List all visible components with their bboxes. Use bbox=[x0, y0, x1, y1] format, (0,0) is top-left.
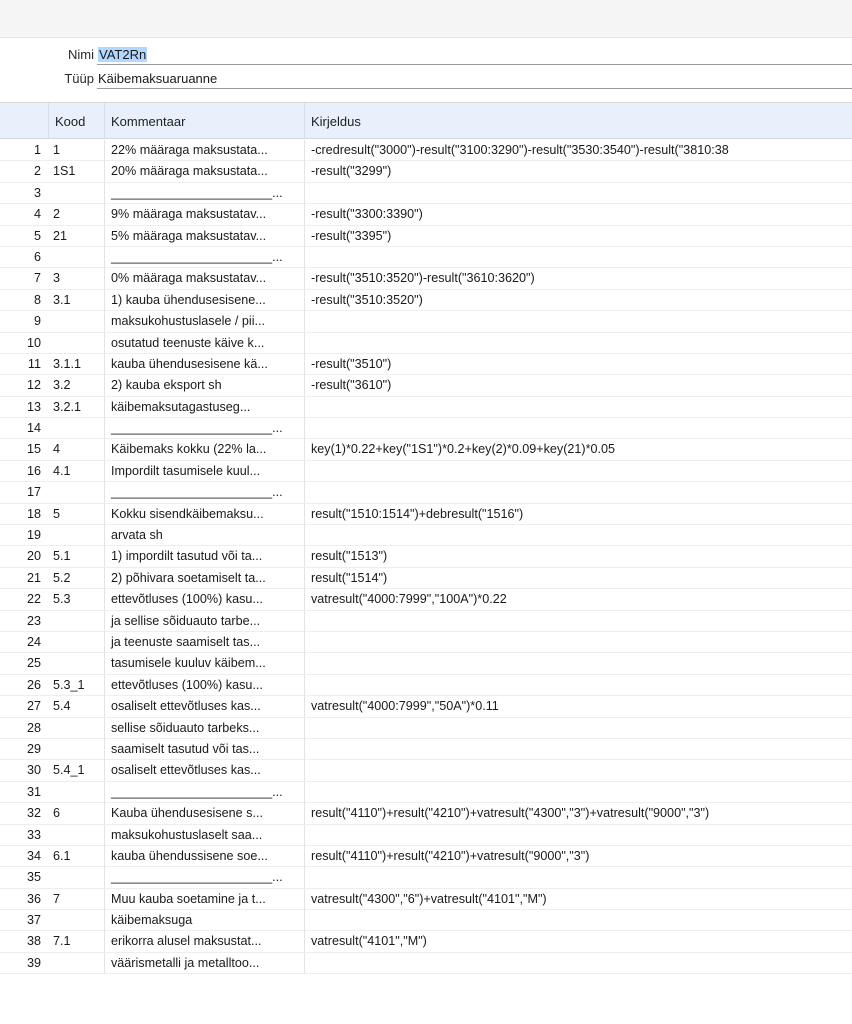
table-row[interactable] bbox=[0, 931, 852, 952]
table-row[interactable] bbox=[0, 846, 852, 867]
kommentaar-cell[interactable]: 1) impordilt tasutud või ta... bbox=[104, 546, 304, 567]
row-number[interactable]: 34 bbox=[26, 848, 41, 863]
row-number[interactable]: 15 bbox=[26, 442, 41, 457]
row-number[interactable]: 22 bbox=[26, 592, 41, 607]
table-row[interactable] bbox=[0, 183, 852, 204]
kommentaar-cell[interactable]: osaliselt ettevõtluses kas... bbox=[104, 760, 304, 781]
table-row[interactable] bbox=[0, 825, 852, 846]
row-number[interactable]: 13 bbox=[26, 399, 41, 414]
kirjeldus-cell[interactable] bbox=[304, 910, 852, 931]
kood-cell[interactable]: 3 bbox=[53, 271, 61, 286]
kommentaar-cell[interactable]: ettevõtluses (100%) kasu... bbox=[104, 675, 304, 696]
row-number[interactable]: 36 bbox=[26, 891, 41, 906]
table-row[interactable] bbox=[0, 418, 852, 439]
kirjeldus-cell[interactable]: -credresult("3000")-result("3100:3290")-result("3530:3540")-result("3810:38 bbox=[304, 140, 852, 161]
row-number[interactable]: 32 bbox=[26, 806, 41, 821]
kood-cell[interactable]: 21 bbox=[53, 228, 68, 243]
kirjeldus-cell[interactable] bbox=[304, 653, 852, 674]
kirjeldus-cell[interactable] bbox=[304, 739, 852, 760]
kommentaar-cell[interactable]: _______________________... bbox=[104, 183, 304, 204]
table-row[interactable] bbox=[0, 333, 852, 354]
header-row-number[interactable] bbox=[0, 103, 48, 139]
row-number[interactable]: 38 bbox=[26, 934, 41, 949]
name-row bbox=[0, 44, 852, 64]
kommentaar-cell[interactable]: ja sellise sõiduauto tarbe... bbox=[104, 611, 304, 632]
kood-cell[interactable] bbox=[50, 653, 102, 674]
kommentaar-cell[interactable]: arvata sh bbox=[104, 525, 304, 546]
kood-cell[interactable]: 6.1 bbox=[53, 848, 71, 863]
kood-cell[interactable] bbox=[50, 183, 102, 204]
kood-cell[interactable]: 4 bbox=[53, 442, 61, 457]
row-number[interactable]: 24 bbox=[26, 634, 41, 649]
kirjeldus-cell[interactable]: result("1513") bbox=[304, 546, 852, 567]
table-row[interactable] bbox=[0, 889, 852, 910]
kood-cell[interactable] bbox=[50, 632, 102, 653]
row-number[interactable]: 12 bbox=[26, 378, 41, 393]
kood-cell[interactable] bbox=[50, 247, 102, 268]
kommentaar-cell[interactable]: 5% määraga maksustatav... bbox=[104, 226, 304, 247]
row-number[interactable]: 17 bbox=[26, 485, 41, 500]
kommentaar-cell[interactable]: _______________________... bbox=[104, 247, 304, 268]
kommentaar-cell[interactable]: _______________________... bbox=[104, 418, 304, 439]
kommentaar-cell[interactable]: Käibemaks kokku (22% la... bbox=[104, 439, 304, 460]
row-number[interactable]: 2 bbox=[33, 164, 41, 179]
row-number[interactable]: 30 bbox=[26, 763, 41, 778]
kommentaar-cell[interactable]: _______________________... bbox=[104, 482, 304, 503]
kood-cell[interactable]: 7.1 bbox=[53, 934, 71, 949]
table-row[interactable] bbox=[0, 760, 852, 781]
kirjeldus-cell[interactable] bbox=[304, 953, 852, 974]
kommentaar-cell[interactable]: 2) kauba eksport sh bbox=[104, 375, 304, 396]
row-number[interactable]: 21 bbox=[26, 570, 41, 585]
kood-cell[interactable]: 2 bbox=[53, 207, 61, 222]
kirjeldus-cell[interactable]: -result("3299") bbox=[304, 161, 852, 182]
table-row[interactable] bbox=[0, 910, 852, 931]
table-row[interactable] bbox=[0, 653, 852, 674]
row-number[interactable]: 16 bbox=[26, 463, 41, 478]
table-row[interactable] bbox=[0, 268, 852, 289]
kirjeldus-cell[interactable] bbox=[304, 525, 852, 546]
table-row[interactable] bbox=[0, 718, 852, 739]
kirjeldus-cell[interactable] bbox=[304, 247, 852, 268]
kood-cell[interactable]: 3.2.1 bbox=[53, 399, 82, 414]
table-row[interactable] bbox=[0, 782, 852, 803]
row-number[interactable]: 19 bbox=[26, 528, 41, 543]
type-row bbox=[0, 68, 852, 88]
row-number[interactable]: 3 bbox=[33, 185, 41, 200]
kood-cell[interactable] bbox=[50, 311, 102, 332]
kommentaar-cell[interactable]: 1) kauba ühendusesisene... bbox=[104, 290, 304, 311]
kommentaar-cell[interactable]: _______________________... bbox=[104, 867, 304, 888]
kommentaar-cell[interactable]: väärismetalli ja metalltoo... bbox=[104, 953, 304, 974]
row-number[interactable]: 26 bbox=[26, 677, 41, 692]
kood-cell[interactable]: 5.4 bbox=[53, 699, 71, 714]
kirjeldus-cell[interactable]: -result("3610") bbox=[304, 375, 852, 396]
kood-cell[interactable]: 4.1 bbox=[53, 463, 71, 478]
row-number[interactable]: 5 bbox=[33, 228, 41, 243]
kood-cell[interactable] bbox=[50, 782, 102, 803]
kood-cell[interactable] bbox=[50, 910, 102, 931]
row-number[interactable]: 25 bbox=[26, 656, 41, 671]
kommentaar-cell[interactable]: Muu kauba soetamine ja t... bbox=[104, 889, 304, 910]
kood-cell[interactable]: 5.3 bbox=[53, 592, 71, 607]
table-row[interactable] bbox=[0, 867, 852, 888]
header-kirjeldus[interactable]: Kirjeldus bbox=[304, 103, 852, 139]
row-number[interactable]: 23 bbox=[26, 613, 41, 628]
table-row[interactable] bbox=[0, 247, 852, 268]
kood-cell[interactable]: 5 bbox=[53, 506, 61, 521]
kirjeldus-cell[interactable]: vatresult("4000:7999","100A")*0.22 bbox=[304, 589, 852, 610]
type-field[interactable]: Käibemaksuaruanne bbox=[97, 68, 852, 89]
kommentaar-cell[interactable]: 2) põhivara soetamiselt ta... bbox=[104, 568, 304, 589]
kirjeldus-cell[interactable]: result("1514") bbox=[304, 568, 852, 589]
table-row[interactable] bbox=[0, 589, 852, 610]
window-toolbar bbox=[0, 0, 852, 38]
kommentaar-cell[interactable]: kauba ühendusesisene kä... bbox=[104, 354, 304, 375]
kirjeldus-cell[interactable] bbox=[304, 632, 852, 653]
kood-cell[interactable]: 5.4_1 bbox=[53, 763, 85, 778]
row-number[interactable]: 7 bbox=[33, 271, 41, 286]
row-number[interactable]: 29 bbox=[26, 741, 41, 756]
kirjeldus-cell[interactable] bbox=[304, 461, 852, 482]
table-row[interactable] bbox=[0, 482, 852, 503]
kirjeldus-cell[interactable] bbox=[304, 675, 852, 696]
kommentaar-cell[interactable]: Impordilt tasumisele kuul... bbox=[104, 461, 304, 482]
kirjeldus-cell[interactable]: vatresult("4300","6")+vatresult("4101","M") bbox=[304, 889, 852, 910]
kood-cell[interactable]: 1 bbox=[53, 143, 61, 157]
table-row[interactable] bbox=[0, 439, 852, 460]
row-number[interactable]: 4 bbox=[33, 207, 41, 222]
kirjeldus-cell[interactable]: -result("3510:3520")-result("3610:3620") bbox=[304, 268, 852, 289]
kirjeldus-cell[interactable]: -result("3510") bbox=[304, 354, 852, 375]
kirjeldus-cell[interactable]: result("4110")+result("4210")+vatresult("4300","3")+vatresult("9000","3") bbox=[304, 803, 852, 824]
row-number[interactable]: 10 bbox=[26, 335, 41, 350]
name-label: Nimi bbox=[68, 47, 94, 62]
row-number[interactable]: 6 bbox=[33, 249, 41, 264]
kommentaar-cell[interactable]: 9% määraga maksustatav... bbox=[104, 204, 304, 225]
table-row[interactable] bbox=[0, 354, 852, 375]
kommentaar-cell[interactable]: Kauba ühendusesisene s... bbox=[104, 803, 304, 824]
table-row[interactable] bbox=[0, 632, 852, 653]
table-row[interactable] bbox=[0, 546, 852, 567]
kommentaar-cell[interactable]: 22% määraga maksustata... bbox=[104, 140, 304, 161]
kommentaar-cell[interactable]: erikorra alusel maksustat... bbox=[104, 931, 304, 952]
kood-cell[interactable]: 3.1 bbox=[53, 292, 71, 307]
table-row[interactable] bbox=[0, 140, 852, 161]
table-row[interactable] bbox=[0, 204, 852, 225]
table-row[interactable] bbox=[0, 290, 852, 311]
row-number[interactable]: 31 bbox=[26, 784, 41, 799]
table-row[interactable] bbox=[0, 803, 852, 824]
kommentaar-cell[interactable]: maksukohustuslaselt saa... bbox=[104, 825, 304, 846]
row-number[interactable]: 33 bbox=[26, 827, 41, 842]
row-number[interactable]: 27 bbox=[26, 699, 41, 714]
kirjeldus-cell[interactable]: -result("3510:3520") bbox=[304, 290, 852, 311]
table-row[interactable] bbox=[0, 739, 852, 760]
table-row[interactable] bbox=[0, 504, 852, 525]
kommentaar-cell[interactable]: kauba ühendussisene soe... bbox=[104, 846, 304, 867]
kommentaar-cell[interactable]: osaliselt ettevõtluses kas... bbox=[104, 696, 304, 717]
table-row[interactable] bbox=[0, 611, 852, 632]
kirjeldus-cell[interactable] bbox=[304, 311, 852, 332]
kirjeldus-cell[interactable] bbox=[304, 482, 852, 503]
kirjeldus-cell[interactable]: result("4110")+result("4210")+vatresult("9000","3") bbox=[304, 846, 852, 867]
table-header bbox=[0, 103, 852, 139]
table-row[interactable] bbox=[0, 953, 852, 974]
table-row[interactable] bbox=[0, 675, 852, 696]
kommentaar-cell[interactable]: sellise sõiduauto tarbeks... bbox=[104, 718, 304, 739]
kood-cell[interactable]: 1S1 bbox=[53, 164, 76, 179]
table-row[interactable] bbox=[0, 525, 852, 546]
kommentaar-cell[interactable]: saamiselt tasutud või tas... bbox=[104, 739, 304, 760]
kirjeldus-cell[interactable]: -result("3300:3390") bbox=[304, 204, 852, 225]
kood-cell[interactable] bbox=[50, 418, 102, 439]
row-number[interactable]: 35 bbox=[26, 870, 41, 885]
kirjeldus-cell[interactable] bbox=[304, 418, 852, 439]
kirjeldus-cell[interactable] bbox=[304, 718, 852, 739]
kirjeldus-cell[interactable] bbox=[304, 333, 852, 354]
kood-cell[interactable] bbox=[50, 333, 102, 354]
table-row[interactable] bbox=[0, 161, 852, 182]
kommentaar-cell[interactable]: tasumisele kuuluv käibem... bbox=[104, 653, 304, 674]
header-kommentaar[interactable]: Kommentaar bbox=[104, 103, 304, 139]
type-label: Tüüp bbox=[64, 71, 94, 86]
row-number[interactable]: 14 bbox=[26, 421, 41, 436]
table-row[interactable] bbox=[0, 696, 852, 717]
kommentaar-cell[interactable]: 0% määraga maksustatav... bbox=[104, 268, 304, 289]
table-row[interactable] bbox=[0, 226, 852, 247]
row-number[interactable]: 28 bbox=[26, 720, 41, 735]
kirjeldus-cell[interactable]: vatresult("4000:7999","50A")*0.11 bbox=[304, 696, 852, 717]
kood-cell[interactable] bbox=[50, 718, 102, 739]
name-field-value[interactable]: VAT2Rn bbox=[99, 47, 147, 62]
kirjeldus-cell[interactable] bbox=[304, 760, 852, 781]
row-number[interactable]: 9 bbox=[33, 314, 41, 329]
kood-cell[interactable] bbox=[50, 611, 102, 632]
kood-cell[interactable]: 3.2 bbox=[53, 378, 71, 393]
table-row[interactable] bbox=[0, 375, 852, 396]
row-number[interactable]: 20 bbox=[26, 549, 41, 564]
report-rows-table bbox=[0, 102, 852, 1024]
kood-cell[interactable] bbox=[50, 482, 102, 503]
kirjeldus-cell[interactable]: result("1510:1514")+debresult("1516") bbox=[304, 504, 852, 525]
kood-cell[interactable] bbox=[50, 739, 102, 760]
kommentaar-cell[interactable]: ettevõtluses (100%) kasu... bbox=[104, 589, 304, 610]
kommentaar-cell[interactable]: _______________________... bbox=[104, 782, 304, 803]
header-kood[interactable]: Kood bbox=[48, 103, 104, 139]
kood-cell[interactable] bbox=[50, 525, 102, 546]
kood-cell[interactable]: 5.2 bbox=[53, 570, 71, 585]
row-number[interactable]: 18 bbox=[26, 506, 41, 521]
kood-cell[interactable]: 7 bbox=[53, 891, 61, 906]
row-number[interactable]: 1 bbox=[33, 143, 41, 157]
kommentaar-cell[interactable]: käibemaksutagastuseg... bbox=[104, 397, 304, 418]
kirjeldus-cell[interactable]: -result("3395") bbox=[304, 226, 852, 247]
kommentaar-cell[interactable]: 20% määraga maksustata... bbox=[104, 161, 304, 182]
kirjeldus-cell[interactable] bbox=[304, 611, 852, 632]
kirjeldus-cell[interactable] bbox=[304, 825, 852, 846]
name-field[interactable] bbox=[97, 44, 852, 65]
table-row[interactable] bbox=[0, 311, 852, 332]
kood-cell[interactable]: 3.1.1 bbox=[53, 356, 82, 371]
kirjeldus-cell[interactable] bbox=[304, 782, 852, 803]
kirjeldus-cell[interactable]: key(1)*0.22+key("1S1")*0.2+key(2)*0.09+key(21)*0.05 bbox=[304, 439, 852, 460]
kood-cell[interactable] bbox=[50, 825, 102, 846]
kommentaar-cell[interactable]: maksukohustuslasele / pii... bbox=[104, 311, 304, 332]
kood-cell[interactable]: 6 bbox=[53, 806, 61, 821]
row-number[interactable]: 8 bbox=[33, 292, 41, 307]
kood-cell[interactable]: 5.1 bbox=[53, 549, 71, 564]
kommentaar-cell[interactable]: Kokku sisendkäibemaksu... bbox=[104, 504, 304, 525]
table-row[interactable] bbox=[0, 568, 852, 589]
table-row[interactable] bbox=[0, 461, 852, 482]
kood-cell[interactable] bbox=[50, 953, 102, 974]
table-body bbox=[0, 140, 852, 974]
kirjeldus-cell[interactable] bbox=[304, 397, 852, 418]
kommentaar-cell[interactable]: ja teenuste saamiselt tas... bbox=[104, 632, 304, 653]
row-number[interactable]: 37 bbox=[26, 913, 41, 928]
kommentaar-cell[interactable]: osutatud teenuste käive k... bbox=[104, 333, 304, 354]
kommentaar-cell[interactable]: käibemaksuga bbox=[104, 910, 304, 931]
table-row[interactable] bbox=[0, 397, 852, 418]
kirjeldus-cell[interactable] bbox=[304, 867, 852, 888]
kirjeldus-cell[interactable]: vatresult("4101","M") bbox=[304, 931, 852, 952]
report-form bbox=[0, 38, 852, 94]
row-number[interactable]: 11 bbox=[27, 356, 41, 371]
kood-cell[interactable] bbox=[50, 867, 102, 888]
row-number[interactable]: 39 bbox=[26, 955, 41, 970]
kood-cell[interactable]: 5.3_1 bbox=[53, 677, 85, 692]
kirjeldus-cell[interactable] bbox=[304, 183, 852, 204]
